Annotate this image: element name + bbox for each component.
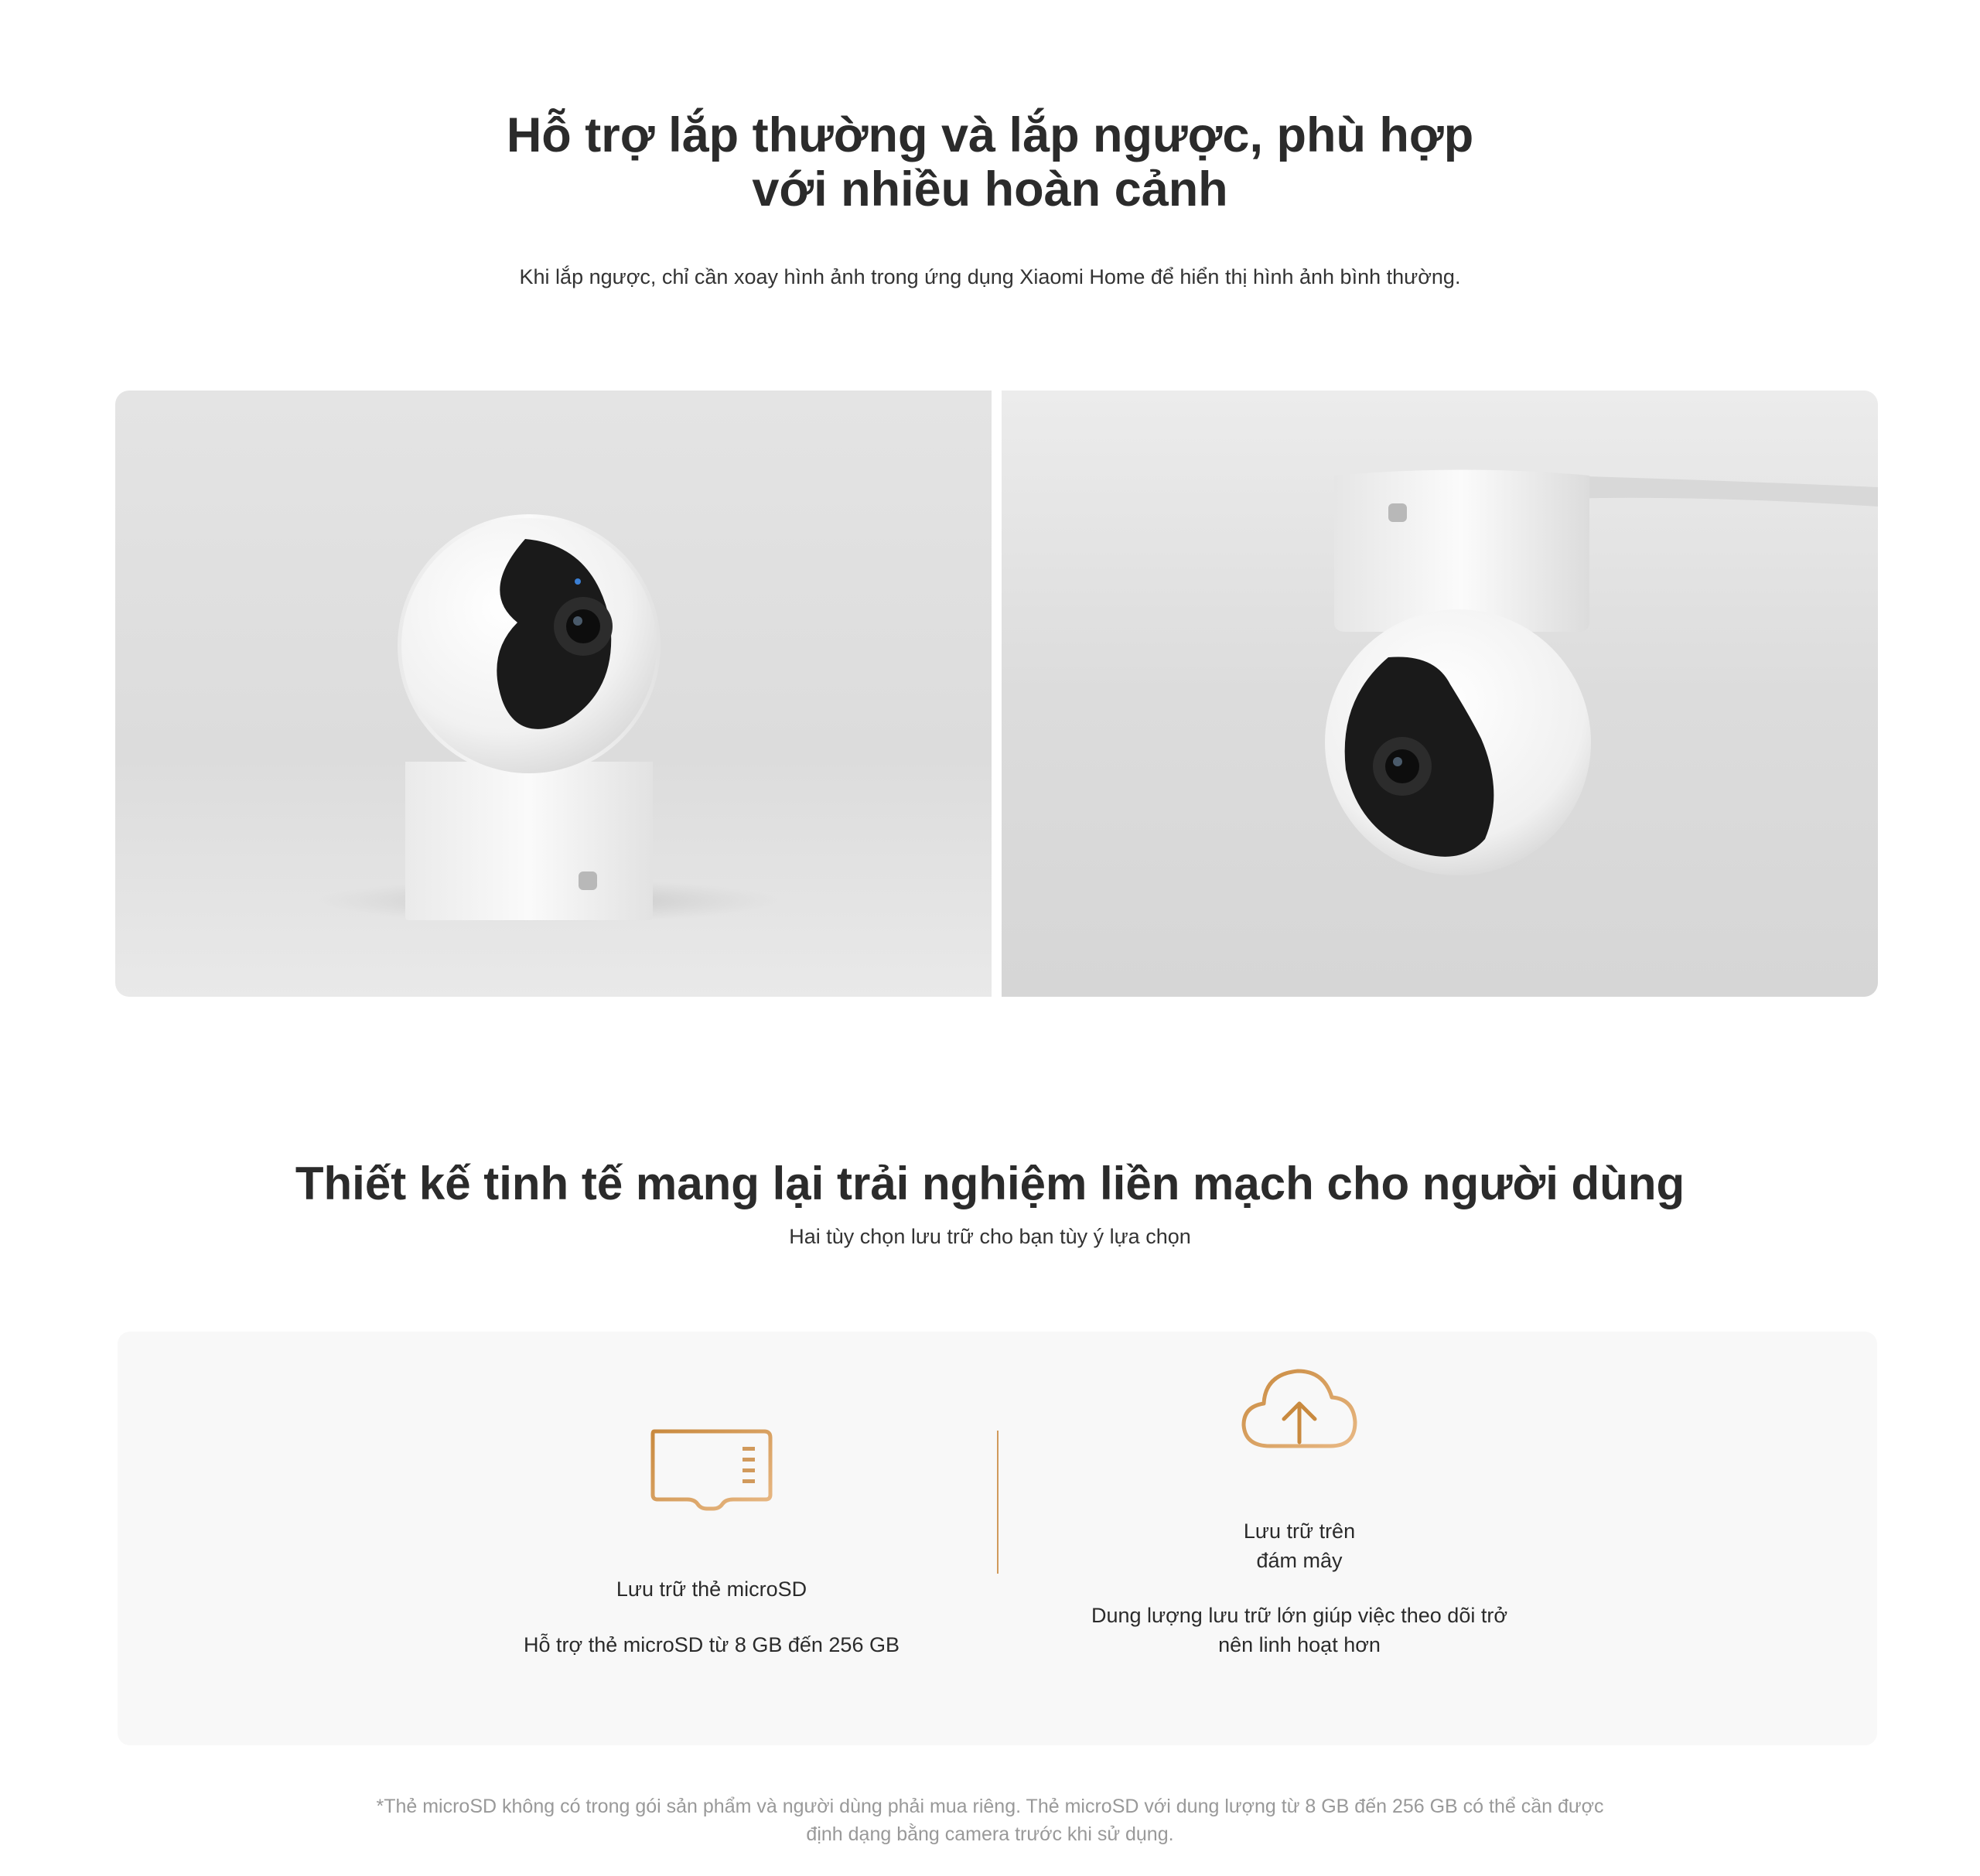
title-line-2: với nhiều hoàn cảnh <box>752 162 1228 217</box>
footnote <box>340 1792 1640 1848</box>
section-subtitle-mounting: Khi lắp ngược, chỉ cần xoay hình ảnh trong ứng dụng Xiaomi Home để hiển thị hình ảnh bình thường. <box>519 265 1461 288</box>
section-title-design: Thiết kế tinh tế mang lại trải nghiệm liền mạch cho người dùng <box>295 1158 1685 1209</box>
cloud-option-desc <box>1067 1601 1531 1659</box>
camera-inverted-image <box>1002 391 1878 997</box>
cloud-desc-line-2: nên linh hoạt hơn <box>1218 1633 1381 1656</box>
microsd-option-title: Lưu trữ thẻ microSD <box>616 1578 807 1601</box>
camera-inverted-icon <box>1002 391 1878 997</box>
camera-upright-image <box>115 391 992 997</box>
microsd-card-icon <box>648 1427 776 1512</box>
microsd-option-desc: Hỗ trợ thẻ microSD từ 8 GB đến 256 GB <box>524 1633 900 1656</box>
camera-upright-icon <box>115 391 992 997</box>
footnote-line-2: định dạng bằng camera trước khi sử dụng. <box>806 1823 1174 1845</box>
cloud-desc-line-1: Dung lượng lưu trữ lớn giúp việc theo dõi trở <box>1091 1604 1508 1627</box>
cloud-upload-icon <box>1239 1365 1359 1454</box>
cloud-option-title <box>1222 1516 1377 1575</box>
cloud-title-line-1: Lưu trữ trên <box>1243 1520 1356 1543</box>
cloud-title-line-2: đám mây <box>1256 1549 1343 1572</box>
title-line-1: Hỗ trợ lắp thường và lắp ngược, phù hợp <box>506 108 1474 162</box>
footnote-line-1: *Thẻ microSD không có trong gói sản phẩm và người dùng phải mua riêng. Thẻ microSD với dung lượng từ 8 GB đến 256 GB có thể cần được <box>376 1796 1604 1817</box>
section-subtitle-design: Hai tùy chọn lưu trữ cho bạn tùy ý lựa chọn <box>789 1225 1191 1248</box>
options-divider <box>997 1431 999 1574</box>
section-title-mounting <box>0 108 1980 217</box>
